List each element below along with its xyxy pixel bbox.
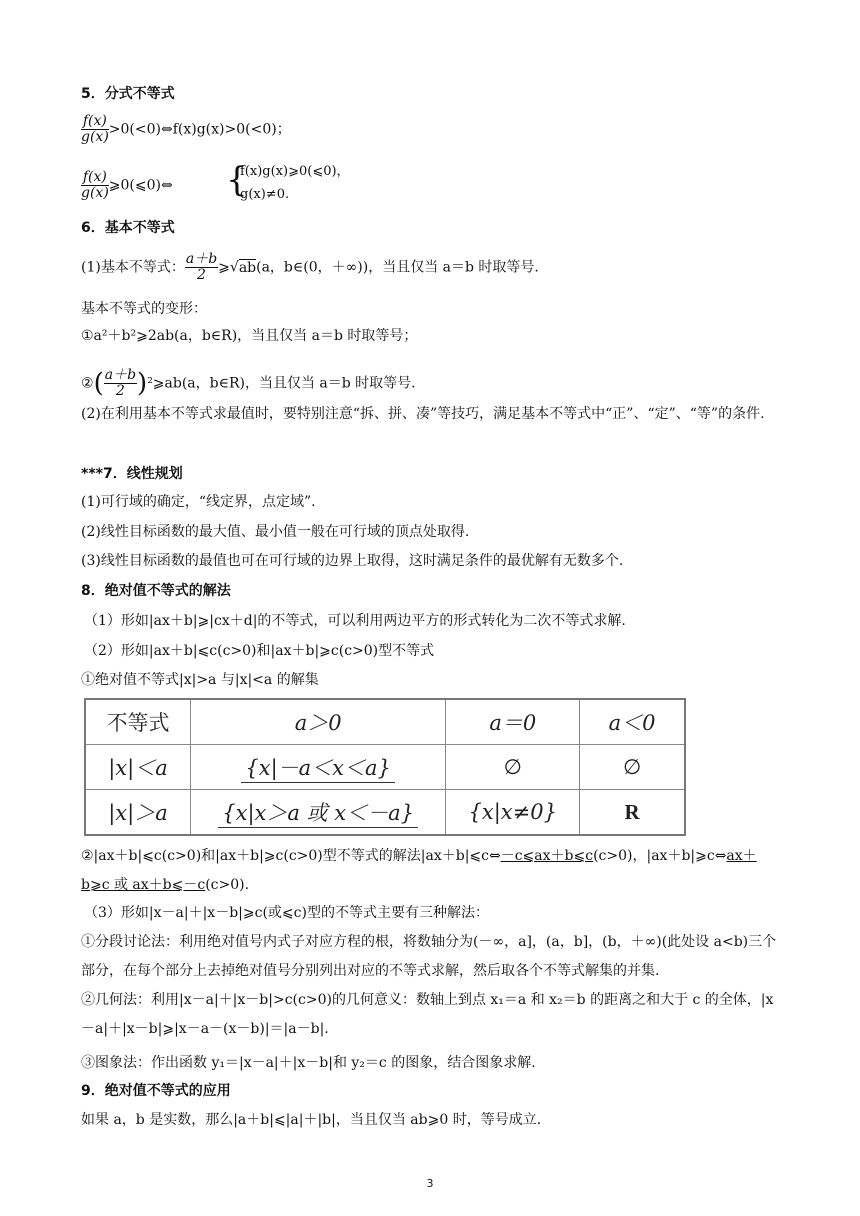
table-header: a＞0 xyxy=(190,699,445,745)
abs-solution-table xyxy=(84,698,686,836)
abs-method-2: （2）形如|ax＋b|⩽c(c>0)和|ax＋b|⩾c(c>0)型不等式 xyxy=(84,643,435,659)
system-line-1: f(x)g(x)⩾0(⩽0)， xyxy=(240,164,350,179)
fraction-a-plus-b-over-2: $\frac{a+b}{2}$ xyxy=(185,251,218,283)
fraction-inequality-line-2: $\frac{f(x)}{g(x)}$ ⩾0(⩽0)⇔ xyxy=(81,169,173,201)
table-header: a＝0 xyxy=(446,699,580,745)
fraction-a-plus-b-over-2-b: $\frac{a+b}{2}$ xyxy=(104,367,137,399)
table-cell: {x|－a＜x＜a} xyxy=(190,745,445,790)
abs-method-1: （1）形如|ax＋b|⩾|cx＋d|的不等式，可以利用两边平方的形式转化为二次不等式求解. xyxy=(84,613,626,629)
linear-programming-3: (3)线性目标函数的最值也可在可行域的边界上取得，这时满足条件的最优解有无数多个. xyxy=(81,553,624,569)
basic-inequality-note: (2)在利用基本不等式求最值时，要特别注意“拆、拼、凑”等技巧，满足基本不等式中“正”、“定”、“等”的条件. xyxy=(81,406,765,422)
system-line-2: g(x)≠0. xyxy=(240,187,290,202)
section-5-heading: 5．分式不等式 xyxy=(81,86,175,102)
system-brace: { xyxy=(226,160,248,200)
fraction-fx-gx: $\frac{f(x)}{g(x)}$ xyxy=(81,113,109,145)
table-header: 不等式 xyxy=(85,699,190,745)
table-header-row xyxy=(85,699,685,745)
section-7-heading: ***7．线性规划 xyxy=(81,466,183,482)
abs-solution-set-label: ①绝对值不等式|x|>a 与|x|<a 的解集 xyxy=(81,672,319,688)
page-number: 3 xyxy=(426,1177,434,1190)
table-cell: {x|x＞a 或 x＜－a} xyxy=(190,790,445,836)
segment-method: ①分段讨论法：利用绝对值号内式子对应方程的根，将数轴分为(－∞，a]，(a，b]，(b，＋∞)(此处设 a<b)三个部分，在每个部分上去掉绝对值号分别列出对应的不等式求解，然后取各个不等式解集的并集. xyxy=(81,934,777,979)
graph-method: ③图象法：作出函数 y₁＝|x－a|＋|x－b|和 y₂＝c 的图象，结合图象求解. xyxy=(81,1055,536,1071)
fraction-fx-gx-2: $\frac{f(x)}{g(x)}$ xyxy=(81,169,109,201)
section-8-heading: 8．绝对值不等式的解法 xyxy=(81,583,231,599)
table-cell: {x|x≠0} xyxy=(446,790,580,836)
linear-programming-1: (1)可行域的确定，“线定界，点定域”. xyxy=(81,494,316,510)
geometric-method: ②几何法：利用|x－a|＋|x－b|>c(c>0)的几何意义：数轴上到点 x₁＝a 和 x₂＝b 的距离之和大于 c 的全体，|x－a|＋|x－b|⩾|x－a－(x－b)|＝|a－b|. xyxy=(81,992,774,1037)
table-cell: |x|＞a xyxy=(85,790,190,836)
fraction-inequality-line-1: $\frac{f(x)}{g(x)}$ >0(<0)⇔f(x)g(x)>0(<0)； xyxy=(81,113,291,145)
table-cell: ∅ xyxy=(446,745,580,790)
variant-1: ①a²＋b²⩾2ab(a，b∈R)，当且仅当 a＝b 时取等号； xyxy=(81,328,418,344)
linear-programming-2: (2)线性目标函数的最大值、最小值一般在可行域的顶点处取得. xyxy=(81,524,470,540)
table-row xyxy=(85,790,685,836)
basic-inequality-line: (1)基本不等式： $\frac{a+b}{2}$ ⩾√ab(a，b∈(0，＋∞))，当且仅当 a＝b 时取等号. xyxy=(81,251,539,283)
table-cell: ∅ xyxy=(580,745,685,790)
table-cell: R xyxy=(580,790,685,836)
abs-triangle-inequality: 如果 a，b 是实数，那么|a＋b|⩽|a|＋|b|，当且仅当 ab⩾0 时，等号成立. xyxy=(81,1112,542,1128)
table-row xyxy=(85,745,685,790)
variant-2: ②( $\frac{a+b}{2}$ )²⩾ab(a，b∈R)，当且仅当 a＝b 时取等号. xyxy=(81,367,416,399)
abs-inequality-method: ②|ax＋b|⩽c(c>0)和|ax＋b|⩾c(c>0)型不等式的解法|ax＋b|⩽c⇔－c⩽ax＋b⩽c(c>0)，|ax＋b|⩾c⇔ax＋b⩾c 或 ax＋b⩽－c(c>0). xyxy=(81,848,757,893)
table-header: a＜0 xyxy=(580,699,685,745)
table-cell: |x|＜a xyxy=(85,745,190,790)
abs-method-3: （3）形如|x－a|＋|x－b|⩾c(或⩽c)型的不等式主要有三种解法： xyxy=(84,905,489,921)
section-6-heading: 6．基本不等式 xyxy=(81,220,175,236)
section-9-heading: 9．绝对值不等式的应用 xyxy=(81,1083,231,1099)
sqrt-ab: ab xyxy=(238,259,257,276)
variants-label: 基本不等式的变形： xyxy=(81,301,207,317)
